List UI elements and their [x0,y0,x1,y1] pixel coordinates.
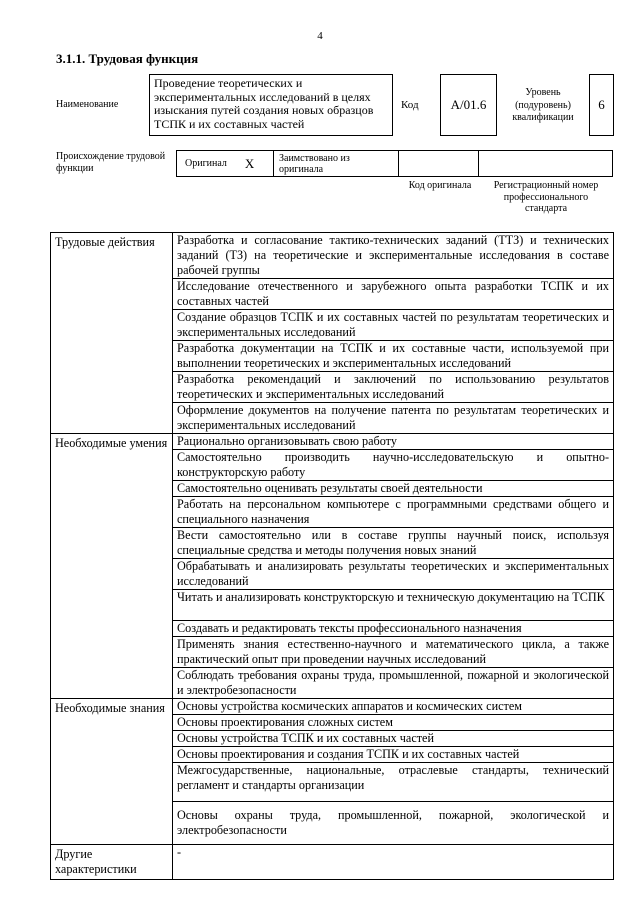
skill-item: Рационально организовывать свою работу [173,434,614,450]
labor-action-item: Исследование отечественного и зарубежного опыта разработки ТСПК и их составных частей [173,279,614,310]
table-row [51,434,614,450]
other-characteristics-value: - [173,845,614,880]
table-row [51,845,614,880]
code-box [440,74,497,136]
table-row [51,699,614,715]
level-value: 6 [598,97,605,112]
function-details-table [50,232,614,880]
table-row [51,233,614,279]
level-label: Уровень (подуровень) квалификации [512,87,574,123]
reg-number-cell [479,150,613,177]
skill-item: Работать на персональном компьютере с программными средствами общего и специального назначения [173,497,614,528]
function-name-text: Проведение теоретических и экспериментальных исследований в целях изыскания путей создания новых образцов ТСПК и их составных частей [154,76,374,131]
original-cell [176,150,274,177]
borrowed-label: Заимствовано из оригинала [279,153,350,175]
skill-item: Самостоятельно оценивать результаты своей деятельности [173,481,614,497]
skill-item: Вести самостоятельно или в составе группы научный поиск, используя специальные средства и методы получения новых знаний [173,528,614,559]
code-original-label: Код оригинала [408,180,472,191]
labor-action-item: Создание образцов ТСПК и их составных частей по результатам теоретических и экспериментальных исследований [173,310,614,341]
reg-number-label: Регистрационный номер профессионального стандарта [493,180,599,214]
skill-item: Самостоятельно производить научно-исследовательскую и опытно-конструкторскую работу [173,450,614,481]
original-mark: X [244,156,255,171]
other-characteristics-label: Другие характеристики [51,845,173,880]
knowledge-item: Основы устройства космических аппаратов и космических систем [173,699,614,715]
skill-item: Соблюдать требования охраны труда, промышленной, пожарной и экологической и электробезопасности [173,668,614,699]
original-label: Оригинал [185,158,227,169]
page-number: 4 [317,30,323,42]
code-original-cell [399,150,479,177]
skill-item: Обрабатывать и анализировать результаты теоретических и экспериментальных исследований [173,559,614,590]
borrowed-cell [274,150,399,177]
knowledge-item: Межгосударственные, национальные, отраслевые стандарты, технический регламент и стандарты организации [173,763,614,802]
skill-item: Создавать и редактировать тексты профессионального назначения [173,621,614,637]
labor-action-item: Разработка документации на ТСПК и их составные части, используемой при выполнении теоретических и экспериментальных исследований [173,341,614,372]
knowledge-item: Основы устройства ТСПК и их составных частей [173,731,614,747]
code-value: А/01.6 [450,97,487,112]
skill-item: Читать и анализировать конструкторскую и техническую документацию на ТСПК [173,590,614,621]
name-label: Наименование [56,99,119,110]
section-title: 3.1.1. Трудовая функция [56,51,199,66]
labor-actions-label: Трудовые действия [51,233,173,434]
function-name-box [149,74,393,136]
knowledge-item: Основы охраны труда, промышленной, пожарной, экологической и электробезопасности [173,802,614,845]
knowledge-item: Основы проектирования и создания ТСПК и их составных частей [173,747,614,763]
knowledge-label: Необходимые знания [51,699,173,845]
code-label: Код [401,99,419,111]
labor-action-item: Разработка рекомендаций и заключений по использованию результатов теоретических и экспериментальных исследований [173,372,614,403]
knowledge-item: Основы проектирования сложных систем [173,715,614,731]
skill-item: Применять знания естественно-научного и математического цикла, а также практический опыт при проведении научных исследований [173,637,614,668]
labor-action-item: Разработка и согласование тактико-технических заданий (ТТЗ) и технических заданий (ТЗ) на теоретические и экспериментальные исследования в составе рабочей группы [173,233,614,279]
level-box [589,74,614,136]
origin-label: Происхождение трудовой функции [56,151,166,174]
skills-label: Необходимые умения [51,434,173,699]
origin-row [176,150,613,177]
labor-action-item: Оформление документов на получение патента по результатам теоретических и экспериментальных исследований [173,403,614,434]
